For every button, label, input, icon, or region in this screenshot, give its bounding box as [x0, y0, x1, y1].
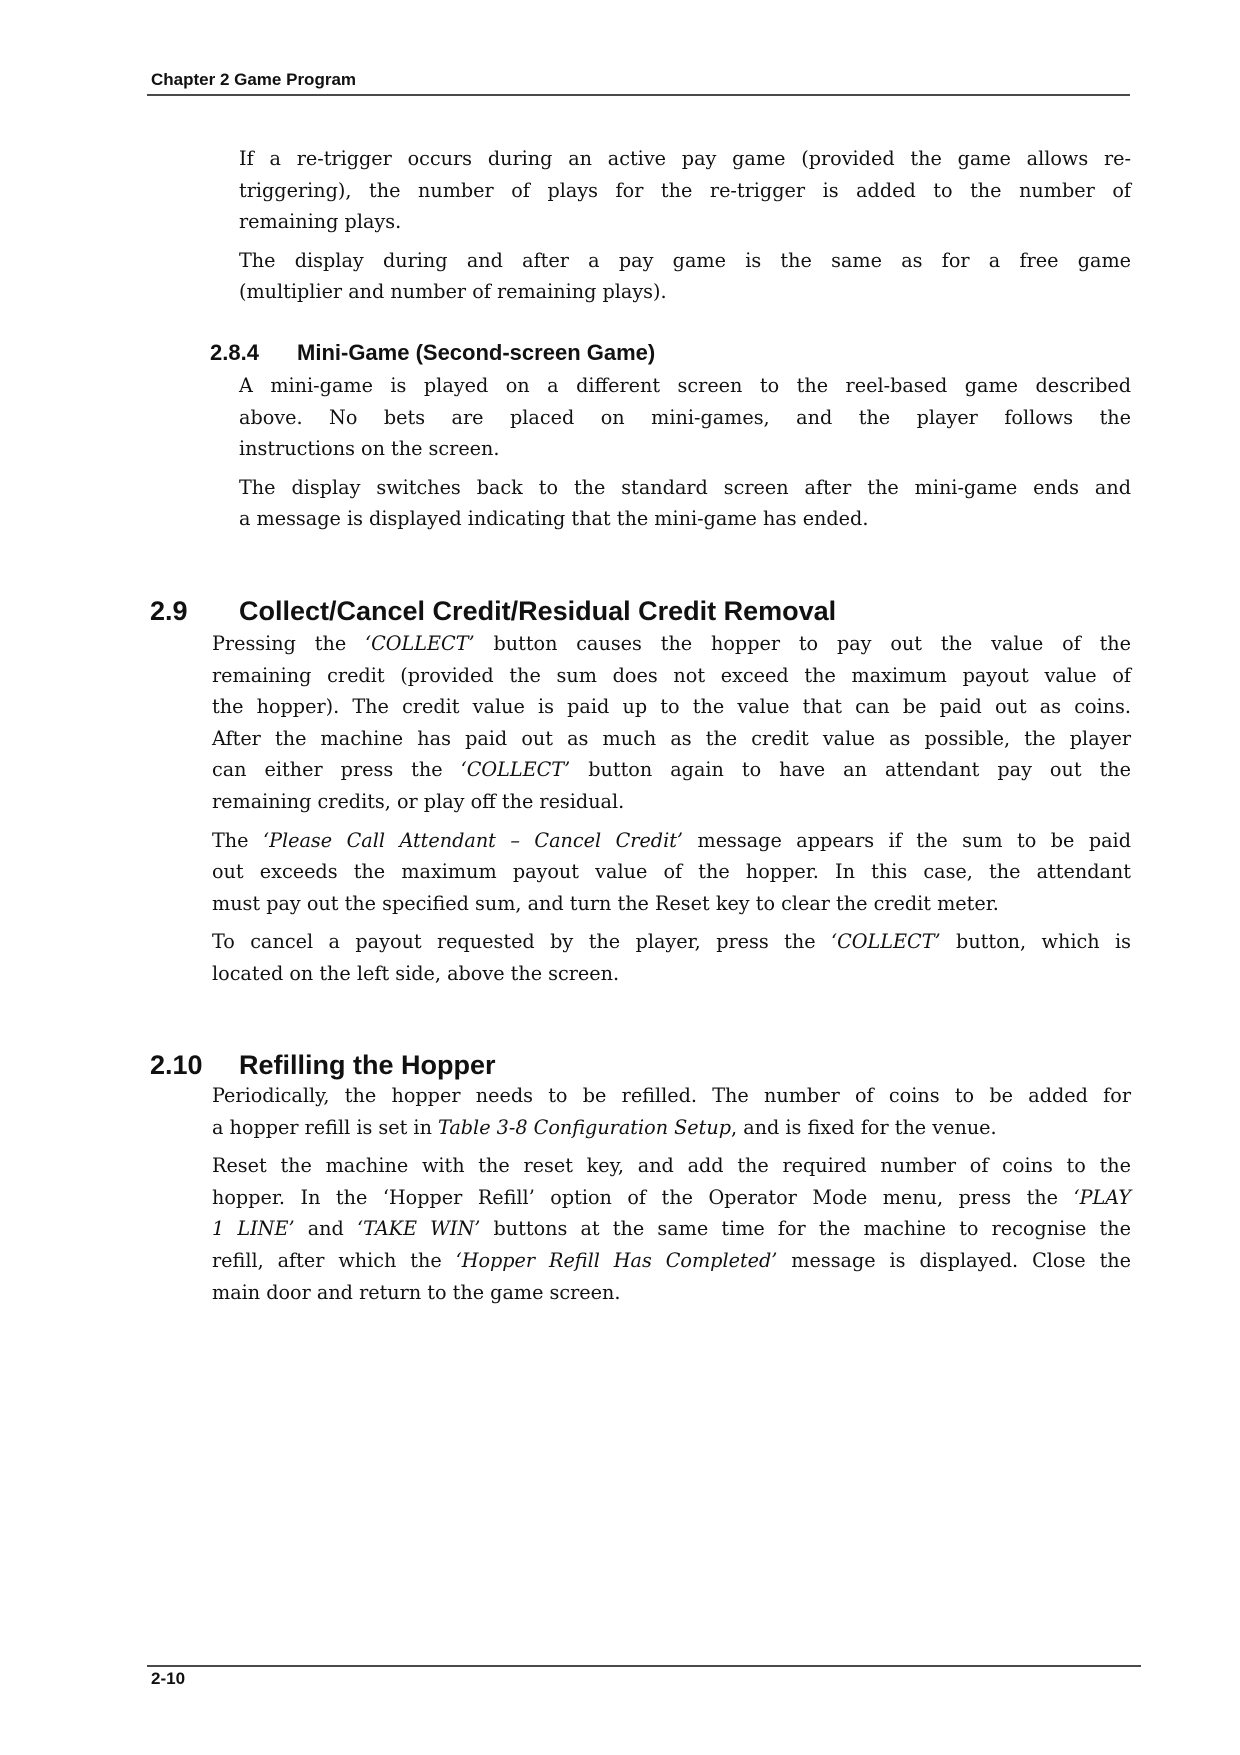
- text-run: the hopper). The credit value is paid up to the value that can be paid out as coins.: [212, 695, 1131, 719]
- emphasis-text: ‘COLLECT’: [460, 758, 571, 782]
- text-run: message appears if the sum to be paid: [683, 828, 1131, 852]
- section-2-10-body: [212, 1080, 1131, 1315]
- text-run: buttons at the same time for the machine to recognise the: [480, 1217, 1131, 1241]
- text-run: a hopper refill is set in: [212, 1115, 439, 1139]
- text-run: Pressing the: [212, 632, 366, 655]
- text-line: [239, 472, 1131, 504]
- emphasis-text: ‘COLLECT’: [831, 930, 941, 954]
- text-run: remaining plays.: [239, 210, 402, 234]
- text-run: must pay out the specified sum, and turn the Reset key to clear the credit meter.: [212, 891, 999, 915]
- text-run: button again to have an attendant pay out the: [570, 758, 1131, 782]
- paragraph: [212, 825, 1131, 920]
- text-line: [239, 175, 1131, 207]
- text-line: [212, 660, 1131, 692]
- text-run: The display during and after a pay game is the same as for a free game: [239, 248, 1131, 272]
- paragraph: [212, 628, 1131, 818]
- text-run: If a re-trigger occurs during an active pay game (provided the game allows re-: [239, 147, 1131, 170]
- text-line: [212, 856, 1131, 888]
- section-title: Refilling the Hopper: [239, 1050, 496, 1080]
- text-line: [239, 206, 1131, 238]
- text-line: [212, 1213, 1131, 1245]
- paragraph: [212, 926, 1131, 989]
- text-run: The: [212, 828, 263, 852]
- text-line: [212, 825, 1131, 857]
- text-line: [239, 276, 1131, 308]
- text-run: refill, after which the: [212, 1248, 456, 1272]
- text-run: can either press the: [212, 758, 461, 782]
- text-line: [212, 1182, 1131, 1214]
- text-run: remaining credit (provided the sum does not exceed the maximum payout value of: [212, 663, 1131, 687]
- text-line: [239, 370, 1131, 402]
- text-line: [212, 1112, 1131, 1144]
- text-run: After the machine has paid out as much as the credit value as possible, the player: [212, 726, 1131, 750]
- text-line: [212, 786, 1131, 818]
- text-line: [212, 1150, 1131, 1182]
- text-line: [212, 691, 1131, 723]
- text-run: message is displayed. Close the: [777, 1248, 1131, 1272]
- text-run: , and is fixed for the venue.: [731, 1115, 997, 1139]
- section-number: 2.8.4: [210, 340, 259, 365]
- text-line: [212, 723, 1131, 755]
- section-number: 2.9: [150, 596, 188, 626]
- emphasis-text: ‘COLLECT’: [365, 632, 475, 655]
- text-line: [212, 1080, 1131, 1112]
- page-number: 2-10: [151, 1669, 186, 1688]
- text-line: [212, 754, 1131, 786]
- text-line: [212, 888, 1131, 920]
- text-run: A mini-game is played on a different screen to the reel-based game described: [239, 374, 1131, 397]
- paragraph: [212, 1080, 1131, 1143]
- text-line: [212, 628, 1131, 660]
- paragraph: [212, 1150, 1131, 1308]
- text-run: and: [294, 1217, 357, 1241]
- text-run: above. No bets are placed on mini-games, and the player follows the: [239, 405, 1131, 429]
- text-line: [239, 503, 1131, 535]
- text-run: To cancel a payout requested by the player, press the: [212, 930, 832, 954]
- text-run: out exceeds the maximum payout value of the hopper. In this case, the attendant: [212, 860, 1131, 884]
- text-run: Periodically, the hopper needs to be refilled. The number of coins to be added for: [212, 1084, 1131, 1107]
- text-line: [239, 245, 1131, 277]
- text-run: instructions on the screen.: [239, 437, 500, 461]
- paragraph: [239, 472, 1131, 535]
- text-line: [239, 433, 1131, 465]
- text-line: [212, 1245, 1131, 1277]
- text-run: main door and return to the game screen.: [212, 1280, 621, 1304]
- text-run: hopper. In the ‘Hopper Refill’ option of the Operator Mode menu, press the: [212, 1185, 1074, 1209]
- section-title: Mini-Game (Second-screen Game): [297, 340, 656, 365]
- text-run: Reset the machine with the reset key, and add the required number of coins to the: [212, 1154, 1131, 1178]
- text-line: [212, 1277, 1131, 1309]
- intro-text: [239, 143, 1131, 315]
- text-line: [239, 143, 1131, 175]
- text-run: remaining credits, or play off the residual.: [212, 789, 625, 813]
- section-2-8-4-body: [239, 370, 1131, 542]
- emphasis-text: Table 3-8 Configuration Setup: [438, 1115, 731, 1139]
- section-2-9-body: [212, 628, 1131, 997]
- text-line: [212, 958, 1131, 990]
- paragraph: [239, 245, 1131, 308]
- text-line: [239, 402, 1131, 434]
- emphasis-text: ‘Hopper Refill Has Completed’: [455, 1248, 778, 1272]
- paragraph: [239, 143, 1131, 238]
- text-line: [212, 926, 1131, 958]
- text-run: triggering), the number of plays for the re-trigger is added to the number of: [239, 178, 1131, 202]
- text-run: a message is displayed indicating that the mini-game has ended.: [239, 507, 869, 531]
- text-run: located on the left side, above the screen.: [212, 961, 620, 985]
- emphasis-text: ‘Please Call Attendant – Cancel Credit’: [262, 828, 684, 852]
- running-header: Chapter 2 Game Program: [151, 70, 357, 89]
- section-number: 2.10: [150, 1050, 203, 1080]
- text-run: The display switches back to the standard screen after the mini-game ends and: [239, 475, 1131, 499]
- text-run: button causes the hopper to pay out the value of the: [474, 632, 1131, 655]
- text-run: (multiplier and number of remaining plays).: [239, 280, 667, 304]
- emphasis-text: 1 LINE’: [212, 1217, 295, 1241]
- text-run: button, which is: [940, 930, 1131, 954]
- emphasis-text: ‘TAKE WIN’: [356, 1217, 481, 1241]
- emphasis-text: ‘PLAY: [1073, 1185, 1131, 1209]
- section-title: Collect/Cancel Credit/Residual Credit Removal: [239, 596, 837, 626]
- header-rule: [147, 94, 1130, 96]
- paragraph: [239, 370, 1131, 465]
- footer-rule: [147, 1665, 1141, 1667]
